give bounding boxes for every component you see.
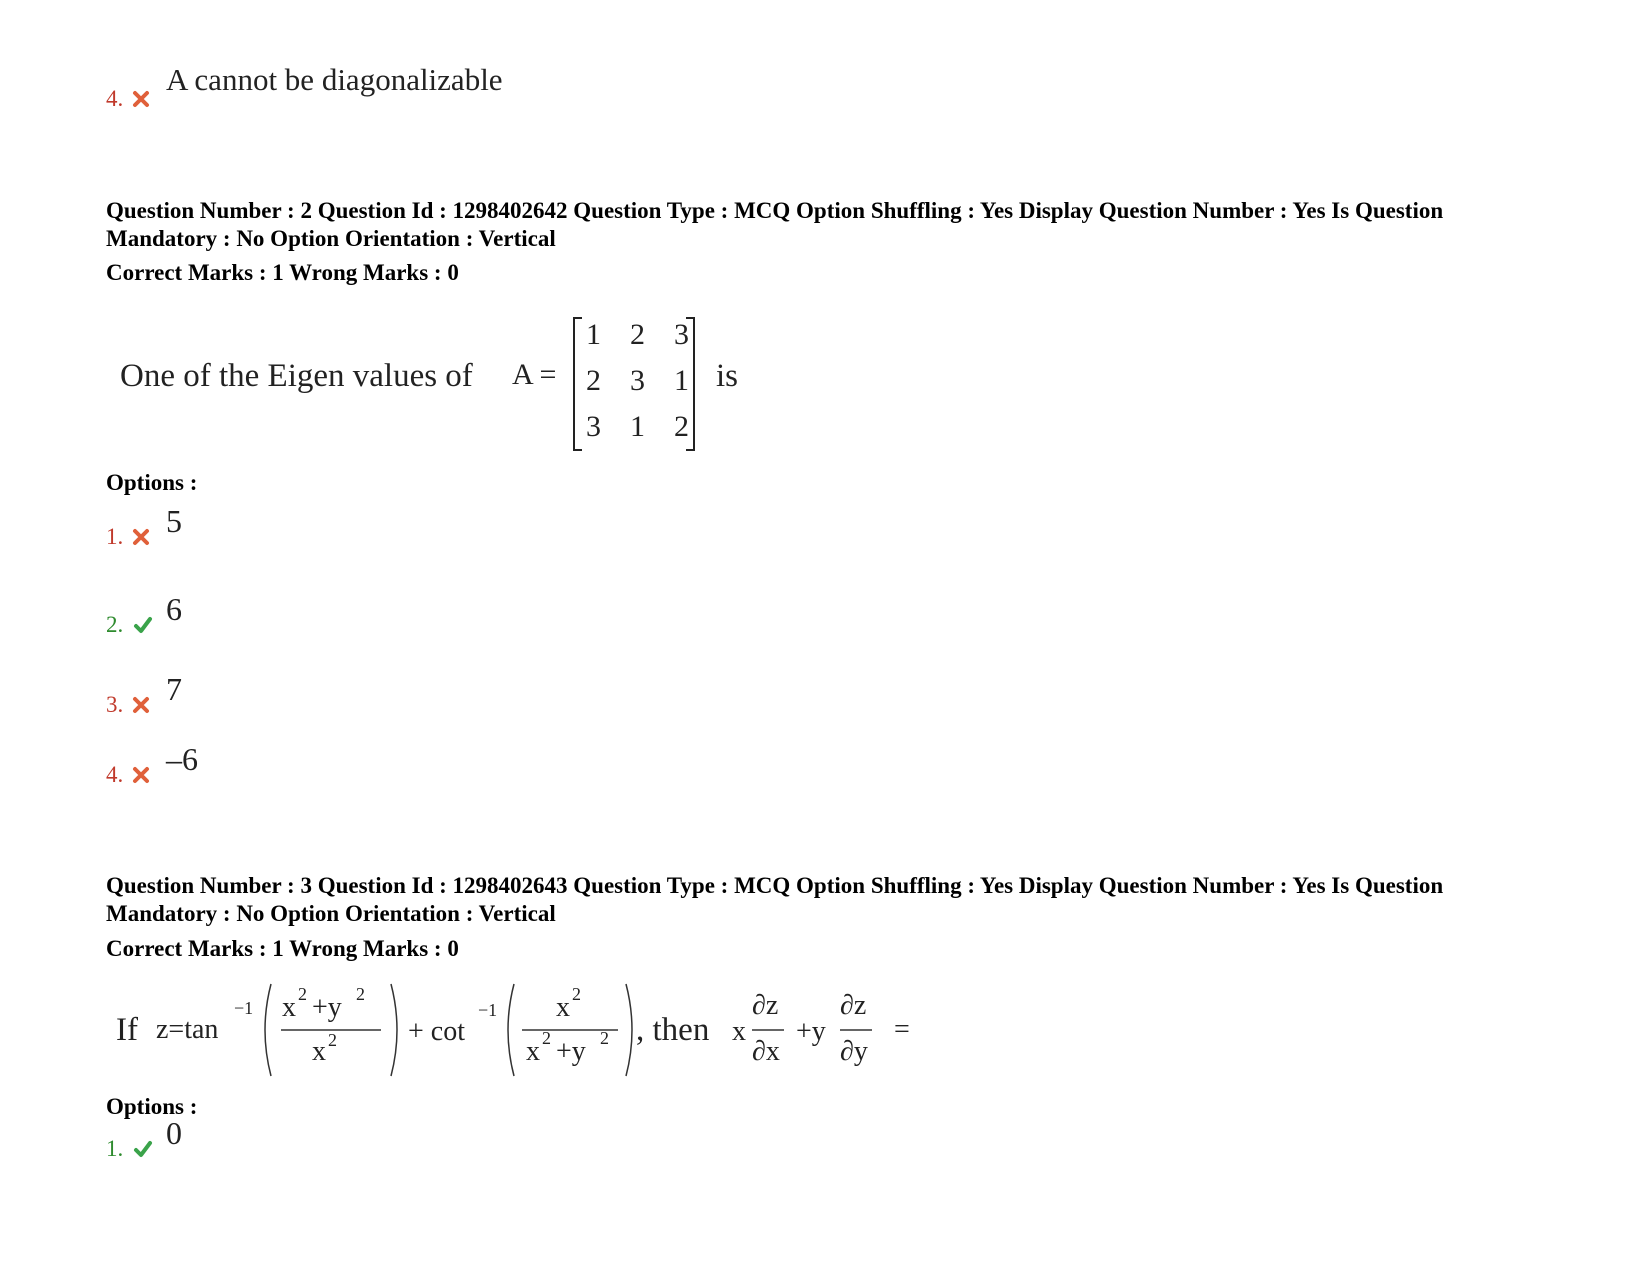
matrix-cell: 2 [674, 410, 689, 443]
stem-math: +y [796, 1016, 826, 1047]
question-2-stem [120, 316, 760, 452]
stem-text: If [116, 1012, 138, 1048]
matrix-cell: 1 [586, 318, 601, 351]
matrix-cell: 3 [674, 318, 689, 351]
option-text: 6 [166, 591, 182, 627]
cross-icon [132, 528, 150, 546]
exponent: 2 [298, 984, 307, 1004]
option-text: 5 [166, 503, 182, 539]
question-meta-line: Question Number : 2 Question Id : 1298402642 Question Type : MCQ Option Shuffling : Yes Display Question Number : Yes Is Question [106, 198, 1444, 223]
exponent: 2 [542, 1028, 551, 1048]
stem-text: , then [636, 1012, 710, 1048]
stem-math: + cot [408, 1016, 465, 1047]
denominator-x: x [526, 1036, 540, 1067]
stem-text: is [716, 358, 739, 394]
options-heading: Options : [106, 1094, 198, 1119]
matrix-cell: 2 [630, 318, 645, 351]
stem-math: z=tan [156, 1014, 219, 1045]
denominator-plus-y: +y [556, 1036, 586, 1067]
option-number: 2. [106, 612, 124, 637]
partial-x: ∂x [752, 1036, 780, 1067]
option-text: 7 [166, 671, 182, 707]
numerator-x: x [556, 992, 570, 1023]
matrix-cell: 2 [586, 364, 601, 397]
matrix-cell: 1 [674, 364, 689, 397]
matrix-label: A = [512, 358, 557, 391]
question-meta-line: Mandatory : No Option Orientation : Vertical [106, 226, 556, 251]
option-number: 1. [106, 1136, 124, 1161]
question-3-meta [106, 872, 1586, 928]
question-meta-line: Question Number : 3 Question Id : 1298402643 Question Type : MCQ Option Shuffling : Yes Display Question Number : Yes Is Question [106, 873, 1444, 898]
question-3-marks: Correct Marks : 1 Wrong Marks : 0 [106, 936, 459, 961]
option-number: 4. [106, 86, 124, 111]
numerator-x: x [282, 992, 296, 1023]
cross-icon [132, 90, 150, 108]
cross-icon [132, 766, 150, 784]
partial-y: ∂y [840, 1036, 868, 1067]
option-number: 1. [106, 524, 124, 549]
stem-math: x [732, 1016, 746, 1047]
exponent: 2 [600, 1028, 609, 1048]
check-icon [132, 1140, 154, 1158]
option-text: A cannot be diagonalizable [166, 62, 503, 97]
stem-superscript: −1 [234, 998, 254, 1018]
option-text: 0 [166, 1115, 182, 1151]
exponent: 2 [356, 984, 365, 1004]
question-3-stem [116, 980, 936, 1080]
exponent: 2 [328, 1030, 337, 1050]
matrix-cell: 1 [630, 410, 645, 443]
equals-sign: = [894, 1014, 910, 1045]
matrix-cell: 3 [586, 410, 601, 443]
options-heading: Options : [106, 470, 198, 495]
option-number: 4. [106, 762, 124, 787]
stem-superscript: −1 [478, 1000, 498, 1020]
question-2-meta [106, 197, 1586, 253]
question-2-marks: Correct Marks : 1 Wrong Marks : 0 [106, 260, 459, 285]
cross-icon [132, 696, 150, 714]
partial-z: ∂z [752, 990, 779, 1021]
option-number: 3. [106, 692, 124, 717]
partial-z: ∂z [840, 990, 867, 1021]
option-text: –6 [166, 741, 198, 777]
denominator-x: x [312, 1036, 326, 1067]
check-icon [132, 616, 154, 634]
exponent: 2 [572, 984, 581, 1004]
question-meta-line: Mandatory : No Option Orientation : Vertical [106, 901, 556, 926]
matrix-cell: 3 [630, 364, 645, 397]
stem-text: One of the Eigen values of [120, 358, 473, 394]
numerator-plus-y: +y [312, 992, 342, 1023]
matrix [582, 316, 689, 452]
